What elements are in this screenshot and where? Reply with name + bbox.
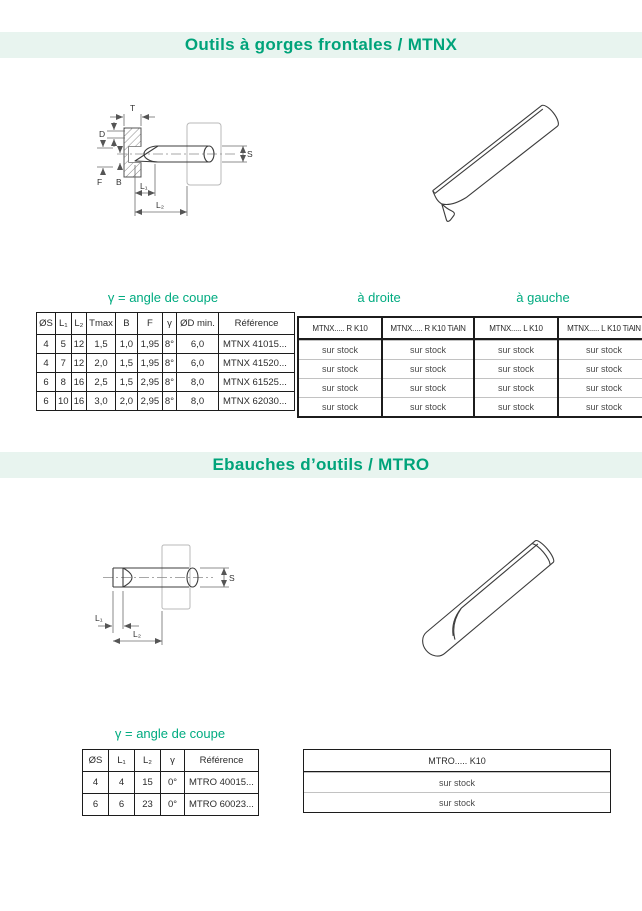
section2-title: Ebauches d’outils / MTRO xyxy=(212,455,430,474)
stock-column xyxy=(473,316,559,418)
col-header: ØD min. xyxy=(177,313,219,335)
stock-status: sur stock xyxy=(559,397,642,416)
mtnx-cross-section-drawing xyxy=(57,90,292,240)
cell: 8° xyxy=(162,335,176,354)
cell: 23 xyxy=(135,794,161,816)
stock-group-left-label: à gauche xyxy=(516,290,570,305)
tool-body xyxy=(427,103,566,222)
groove-slot xyxy=(129,147,142,163)
cell: 6,0 xyxy=(177,354,219,373)
col-header: L₁ xyxy=(109,750,135,772)
cell: 0° xyxy=(161,794,185,816)
mtro-cross-section-drawing xyxy=(83,521,263,661)
table-row xyxy=(83,794,259,816)
stock-column-header: MTNX..... R K10 TiAlN xyxy=(383,318,473,340)
cell: 3,0 xyxy=(87,392,116,411)
cell: 6 xyxy=(37,373,56,392)
cell: 4 xyxy=(37,354,56,373)
table-row xyxy=(37,335,295,354)
section2-angle-label: γ = angle de coupe xyxy=(114,726,226,741)
tool-shank xyxy=(158,146,208,162)
stock-column-header: MTNX..... L K10 xyxy=(475,318,557,340)
mtro-dimension-table xyxy=(82,749,259,816)
mtnx-dimension-table xyxy=(36,312,295,411)
stock-status: sur stock xyxy=(383,359,473,378)
col-header: Référence xyxy=(185,750,259,772)
col-header: ØS xyxy=(37,313,56,335)
dim-label-T: T xyxy=(130,103,136,113)
dim-label-D: D xyxy=(99,129,106,139)
cell: 8,0 xyxy=(177,373,219,392)
col-header: F xyxy=(137,313,162,335)
stock-column-header: MTRO..... K10 xyxy=(304,750,610,772)
cell: 10 xyxy=(56,392,72,411)
cell: 8° xyxy=(162,373,176,392)
cell: 6,0 xyxy=(177,335,219,354)
stock-status: sur stock xyxy=(299,397,381,416)
cell: 8,0 xyxy=(177,392,219,411)
cell: 1,5 xyxy=(87,335,116,354)
mtro-stock-table xyxy=(303,749,611,813)
table-row xyxy=(37,392,295,411)
cell: 1,0 xyxy=(115,335,137,354)
stock-status: sur stock xyxy=(475,359,557,378)
stock-status: sur stock xyxy=(383,340,473,359)
cell: 4 xyxy=(37,335,56,354)
cell: 2,5 xyxy=(87,373,116,392)
col-header: ØS xyxy=(83,750,109,772)
col-header: γ xyxy=(161,750,185,772)
cell: 6 xyxy=(37,392,56,411)
cell: 2,0 xyxy=(115,392,137,411)
cell: 1,95 xyxy=(137,335,162,354)
cell: 2,95 xyxy=(137,392,162,411)
cell: 7 xyxy=(56,354,72,373)
stock-status: sur stock xyxy=(383,397,473,416)
cell: 8° xyxy=(162,392,176,411)
col-header: γ xyxy=(162,313,176,335)
stock-status: sur stock xyxy=(304,772,610,792)
table-header-row xyxy=(83,750,259,772)
cell: 6 xyxy=(109,794,135,816)
col-header: Référence xyxy=(219,313,295,335)
mtnx-stock-table xyxy=(297,316,642,418)
dim-label-L2: L₂ xyxy=(133,629,142,639)
stock-column xyxy=(381,316,475,418)
cell: 15 xyxy=(135,772,161,794)
stock-status: sur stock xyxy=(559,359,642,378)
col-header: Tmax xyxy=(87,313,116,335)
section2-header-band xyxy=(0,452,642,478)
reference-cell: MTRO 60023... xyxy=(185,794,259,816)
cell: 0° xyxy=(161,772,185,794)
section1-header-band xyxy=(0,32,642,58)
section1-title: Outils à gorges frontales / MTNX xyxy=(184,35,458,54)
col-header: L₂ xyxy=(135,750,161,772)
dim-label-L1: L₁ xyxy=(140,181,148,191)
dim-label-S: S xyxy=(247,149,253,159)
reference-cell: MTRO 40015... xyxy=(185,772,259,794)
reference-cell: MTNX 41015... xyxy=(219,335,295,354)
col-header: B xyxy=(115,313,137,335)
col-header: L₁ xyxy=(56,313,72,335)
cell: 1,95 xyxy=(137,354,162,373)
dim-label-L1: L₁ xyxy=(95,613,103,623)
blank-body xyxy=(417,538,556,661)
section1-angle-label: γ = angle de coupe xyxy=(107,290,219,305)
stock-status: sur stock xyxy=(559,378,642,397)
cell: 1,5 xyxy=(115,373,137,392)
cell: 6 xyxy=(83,794,109,816)
stock-column-header: MTNX..... L K10 TiAlN xyxy=(559,318,642,340)
stock-status: sur stock xyxy=(559,340,642,359)
stock-column-header: MTNX..... R K10 xyxy=(299,318,381,340)
dim-label-F: F xyxy=(97,177,103,187)
stock-status: sur stock xyxy=(299,340,381,359)
stock-column xyxy=(297,316,383,418)
cell: 12 xyxy=(71,354,87,373)
cell: 16 xyxy=(71,392,87,411)
cell: 5 xyxy=(56,335,72,354)
cell: 2,0 xyxy=(87,354,116,373)
cell: 8° xyxy=(162,354,176,373)
stock-status: sur stock xyxy=(475,397,557,416)
reference-cell: MTNX 41520... xyxy=(219,354,295,373)
mtro-blank-3d-image xyxy=(383,521,578,686)
cell: 4 xyxy=(83,772,109,794)
stock-status: sur stock xyxy=(475,378,557,397)
reference-cell: MTNX 62030... xyxy=(219,392,295,411)
dim-label-L2: L₂ xyxy=(156,200,165,210)
table-header-row xyxy=(37,313,295,335)
mtnx-tool-3d-image xyxy=(393,98,573,230)
stock-status: sur stock xyxy=(475,340,557,359)
stock-status: sur stock xyxy=(304,792,610,812)
stock-status: sur stock xyxy=(299,378,381,397)
table-row xyxy=(37,354,295,373)
dim-label-B: B xyxy=(116,177,122,187)
cell: 1,5 xyxy=(115,354,137,373)
stock-group-right-label: à droite xyxy=(357,290,401,305)
cell: 16 xyxy=(71,373,87,392)
cell: 4 xyxy=(109,772,135,794)
stock-status: sur stock xyxy=(299,359,381,378)
dim-label-S: S xyxy=(229,573,235,583)
cell: 2,95 xyxy=(137,373,162,392)
cell: 8 xyxy=(56,373,72,392)
holder-outline xyxy=(162,545,190,609)
stock-status: sur stock xyxy=(383,378,473,397)
table-row xyxy=(83,772,259,794)
col-header: L₂ xyxy=(71,313,87,335)
table-row xyxy=(37,373,295,392)
stock-column xyxy=(557,316,642,418)
reference-cell: MTNX 61525... xyxy=(219,373,295,392)
cell: 12 xyxy=(71,335,87,354)
